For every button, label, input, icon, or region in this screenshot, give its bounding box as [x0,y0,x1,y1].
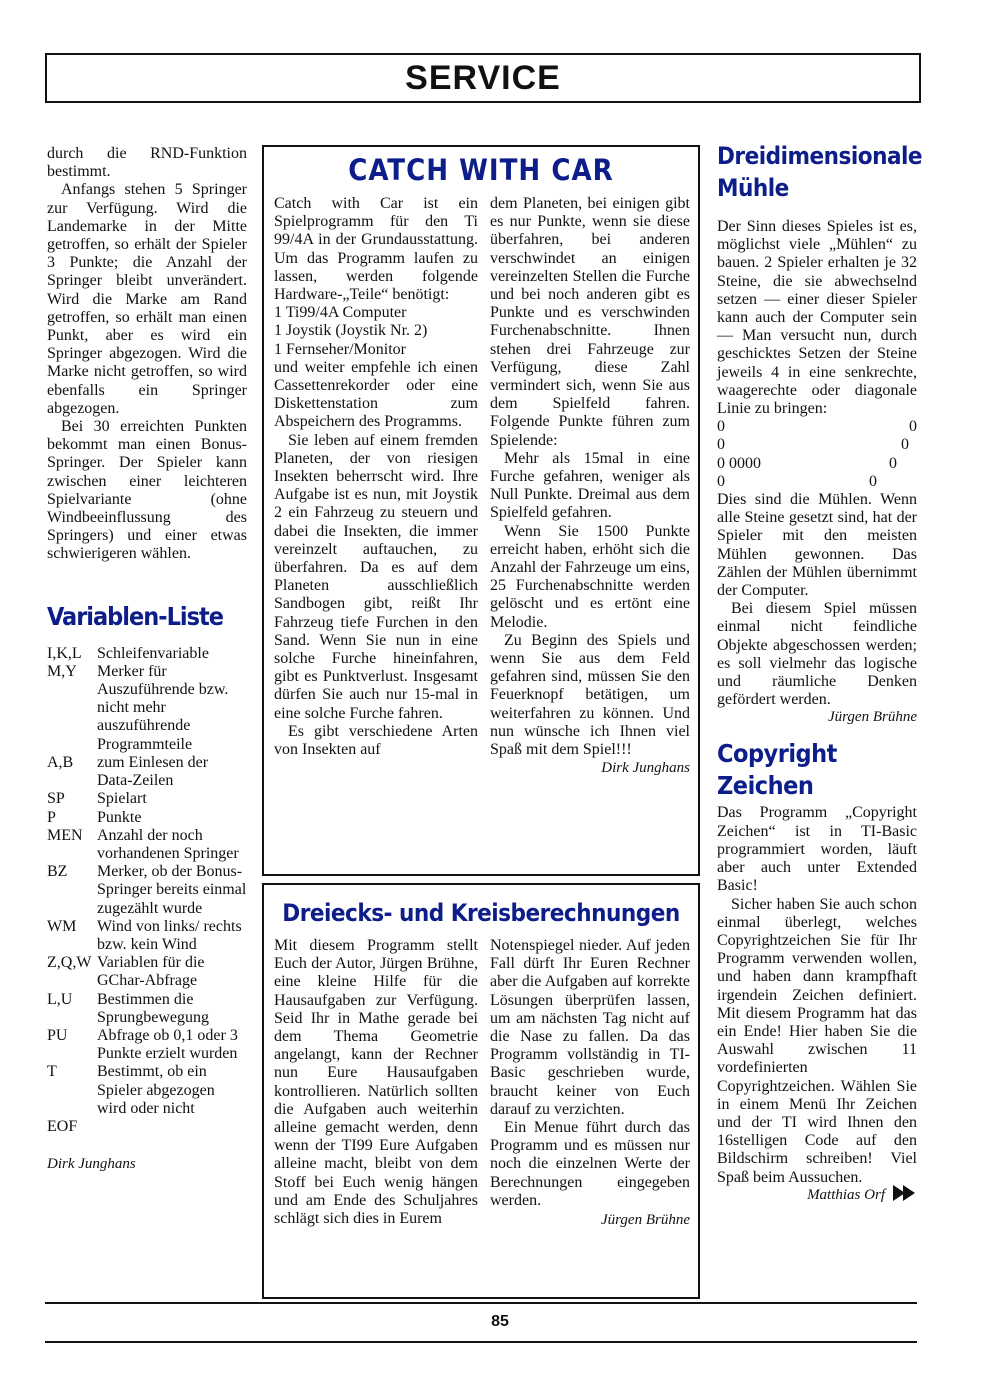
article-title: Dreiecks- und Kreisberechnungen [282,899,680,927]
diagram-row [717,418,917,436]
variable-name: PU [47,1026,68,1044]
article-paragraph: Catch with Car ist ein Spielprogramm für den Ti 99/4A in der Grundausstattung. Um das Programm laufen zu lassen, werden folgende Hardware-„Teile“ benötigt: [274,195,478,304]
variable-row [47,809,247,827]
article-paragraph: Das Programm „Copyright Zeichen“ ist in TI-Basic programmiert worden, läuft aber auch unter Extended Basic! [717,804,917,895]
signature: Jürgen Brühne [827,709,917,726]
dreiecks-box [262,883,700,1299]
variable-description: Merker für Auszuführende bzw. nicht mehr auszuführende Programmteile [97,662,229,753]
article-column [274,195,478,759]
footer-divider [45,1302,917,1304]
variable-description: Abfrage ob 0,1 oder 3 Punkte erzielt wurden [97,1026,238,1063]
title-line: Dreidimensionale [717,142,923,170]
variable-row [47,991,247,1027]
article-title [717,738,917,802]
muehle-diagram [717,418,917,491]
article-paragraph: dem Planeten, bei einigen gibt es nur Punkte, wenn sie diese überfahren, bei anderen verschwindet an einigen vereinzelten Stellen die Furche und bei noch anderen gibt es Punkte und es verschwinden Furchenabschnitte. Ihnen stehen drei Fahrzeuge zur Verfügung, diese Zahl vermindert sich, wenn Sie aus dem Spielfeld fahren. Folgende Punkte führen zum Spielende: [490,195,690,449]
variable-row [47,954,247,990]
hardware-item: 1 Ti99/4A Computer [274,304,407,322]
variable-description: Bestimmt, ob ein Spieler abgezogen wird oder nicht [97,1063,215,1117]
article-paragraph: Zu Beginn des Spiels und wenn Sie aus dem Feld gefahren sind, müssen Sie den Feuerknopf betätigen, um weiterfahren zu können. Und nun wünsche ich Ihnen viel Spaß mit dem Spiel!!! [490,631,690,759]
diagram-row [717,455,917,473]
variable-name: Z,Q,W [47,954,92,972]
variable-name: BZ [47,863,68,881]
signature: Jürgen Brühne [600,1212,690,1229]
variable-name: P [47,808,56,826]
variable-row [47,863,247,918]
diagram-cell: 0 0000 [717,454,761,472]
section-header [45,53,921,103]
variable-name: I,K,L [47,644,82,662]
article-paragraph: Ein Menue führt durch das Programm und es müssen nur noch die einzelnen Werte der Berechnungen eingegeben werden. [490,1119,690,1209]
variable-description: Punkte [97,808,142,826]
variable-row [47,918,247,954]
variable-row [47,663,247,754]
hardware-item: 1 Fernseher/Monitor [274,340,406,358]
article-paragraph: Dies sind die Mühlen. Wenn alle Steine gesetzt sind, hat der Spieler mit den meisten Mühlen gewonnen. Das Zählen der Mühlen übernimmt der Computer. [717,491,917,600]
hardware-item: 1 Joystik (Joystik Nr. 2) [274,322,428,340]
variable-description: Wind von links/ rechts bzw. kein Wind [97,917,242,953]
variable-name: WM [47,917,77,935]
left-column [47,145,247,1173]
article-paragraph: Es gibt verschiedene Arten von Insekten auf [274,722,478,759]
diagram-cell: 0 [901,436,909,454]
article-paragraph: Mit diesem Programm stellt Euch der Autor, Jürgen Brühne, eine kleine Hilfe für die Hausaufgaben zur Verfügung. Seid Ihr in Mathe gerade bei dem Thema Geometrie angelangt, kann der Rechner nun Eure Hausaufgaben kontrollieren. Natürlich sollten die Aufgaben auch weiterhin alleine gemacht werden, denn wenn der TI99 Eure Aufgaben alleine macht, bleibt von dem Stoff bei Euch wenig hängen und am Ende des Schuljahres schlägt sich dies in Eurem [274,937,478,1228]
article-column [490,195,690,777]
variable-description [97,1118,247,1136]
article-paragraph: Notenspiegel nieder. Auf jeden Fall dürft Ihr Euren Rechner aber die Aufgaben auf korrekte Lösungen überprüfen lassen, um am nächsten Tag nicht auf die Nase zu fallen. Da das Programm vollständig in TI-Basic geschrieben wurde, braucht keiner von Euch darauf zu verzichten. [490,937,690,1118]
article-paragraph: Anfangs stehen 5 Springer zur Verfügung. Wird die Landemarke in der Mitte getroffen, so erhält der Spieler 3 Punkte; die Anzahl der Springer bleibt unverändert. Wird die Marke am Rand getroffen, so erhält man einen Punkt, aber es wird ein Springer abgezogen. Wird die Marke nicht getroffen, so wird ebenfalls ein Springer abgezogen. [47,181,247,417]
article-paragraph: durch die RND-Funktion bestimmt. [47,145,247,181]
diagram-cell: 0 [717,418,725,436]
variable-row [47,754,247,790]
page-number: 85 [491,1313,509,1330]
article-paragraph: Mehr als 15mal in eine Furche gefahren, weniger als Null Punkte. Dreimal aus dem Spielfeld gefahren. [490,449,690,522]
article-paragraph: Wenn Sie 1500 Punkte erreicht haben, erhöht sich die Anzahl der Fahrzeuge um eins, 25 Furchenabschnitte werden gelöscht und es ertönt eine Melodie. [490,522,690,631]
variable-description: zum Einlesen der Data-Zeilen [97,753,209,790]
diagram-cell: 0 [869,472,877,490]
variable-row [47,827,247,863]
catch-with-car-box [262,145,700,876]
title-line: Copyright [717,739,837,769]
article-paragraph: Sicher haben Sie auch schon einmal überlegt, welches Copyrightzeichen Sie für Ihr Programm verwenden wollen, und haben dann krampfhaft irgendein Zeichen definiert. Mit diesem Programm hat das ein Ende! Hier haben Sie die Auswahl zwischen 11 vordefinierten Copyrightzeichen. Wählen Sie in einem Menü Ihr Zeichen und der TI wird Ihnen den 16stelligen Code auf den Bildschirm schreiben! Viel Spaß beim Aussuchen. [717,895,917,1186]
variable-name: A,B [47,753,74,771]
diagram-row [717,436,917,454]
diagram-cell: 0 [909,418,917,436]
variable-row [47,1063,247,1118]
title-line: Zeichen [717,771,814,801]
section-title: SERVICE [405,58,561,97]
variable-description: Bestimmen die Sprungbewegung [97,990,209,1026]
article-paragraph: Der Sinn dieses Spieles ist es, möglichst viele „Mühlen“ zu bauen. 2 Spieler erhalten je 32 Steine, die sie abwechselnd setzen — einer dieser Spieler kann auch der Computer sein — Man versucht nun, durch geschicktes Setzen der Steine jeweils 4 in eine senkrechte, waagerechte oder diagonale Linie zu bringen: [717,218,917,418]
variables-title: Variablen-Liste [47,601,224,631]
variable-name: EOF [47,1117,78,1135]
diagram-cell: 0 [889,454,897,472]
variable-name: T [47,1063,57,1081]
variable-description: Schleifenvariable [97,644,209,662]
diagram-cell: 0 [717,436,725,454]
variable-name: SP [47,790,65,808]
variable-row [47,790,247,808]
right-column [717,140,923,1206]
variable-row [47,1118,247,1136]
article-column [274,937,478,1228]
variable-description: Spielart [97,790,147,808]
variable-row [47,1027,247,1063]
variable-description: Merker, ob der Bonus-Springer bereits einmal zugezählt wurde [97,863,247,917]
diagram-cell: 0 [717,472,725,490]
diagram-row [717,473,917,491]
variable-name: L,U [47,990,73,1008]
variable-name: M,Y [47,662,77,680]
article-paragraph: Bei diesem Spiel müssen einmal nicht feindliche Objekte abgeschossen werden; es soll vielmehr das logische und räumliche Denken gefördert werden. [717,600,917,709]
signature: Dirk Junghans [601,760,690,777]
title-line: Mühle [717,174,789,202]
signature: Matthias Orf [807,1186,885,1203]
variable-name: MEN [47,826,83,844]
article-paragraph: Sie leben auf einem fremden Planeten, der von riesigen Insekten beherrscht wird. Ihre Aufgabe ist es nun, mit Joystik 2 ein Fahrzeug zu steuern und dabei die Insekten, die immer vereinzelt auftauchen, zu überfahren. Da es auf dem Planeten ausschließlich Sandbogen gibt, reißt Ihr Fahrzeug tiefe Furchen in den Sand. Wenn Sie nun in eine solche Furche hineinfahren, gibt es Punktverlust. Insgesamt dürfen Sie auch nur 15-mal in eine solche Furche fahren. [274,431,478,722]
article-title [717,140,923,204]
continue-arrow-icon [893,1185,917,1206]
article-paragraph: und weiter empfehle ich einen Cassettenrekorder oder eine Diskettenstation zum Abspeichern des Programms. [274,358,478,431]
article-column [490,937,690,1229]
signature: Dirk Junghans [47,1156,136,1173]
variable-row [47,645,247,663]
variables-table [47,645,247,1136]
footer-divider [45,1341,917,1343]
article-paragraph: Bei 30 erreichten Punkten bekommt man einen Bonus-Springer. Der Spieler kann zwischen einer leichteren Spielvariante (ohne Windbeeinflussung des Springers) und einer etwas schwierigeren wählen. [47,418,247,563]
variable-description: Variablen für die GChar-Abfrage [97,954,205,990]
variable-description: Anzahl der noch vorhandenen Springer [97,826,239,862]
article-title: CATCH WITH CAR [348,153,614,187]
